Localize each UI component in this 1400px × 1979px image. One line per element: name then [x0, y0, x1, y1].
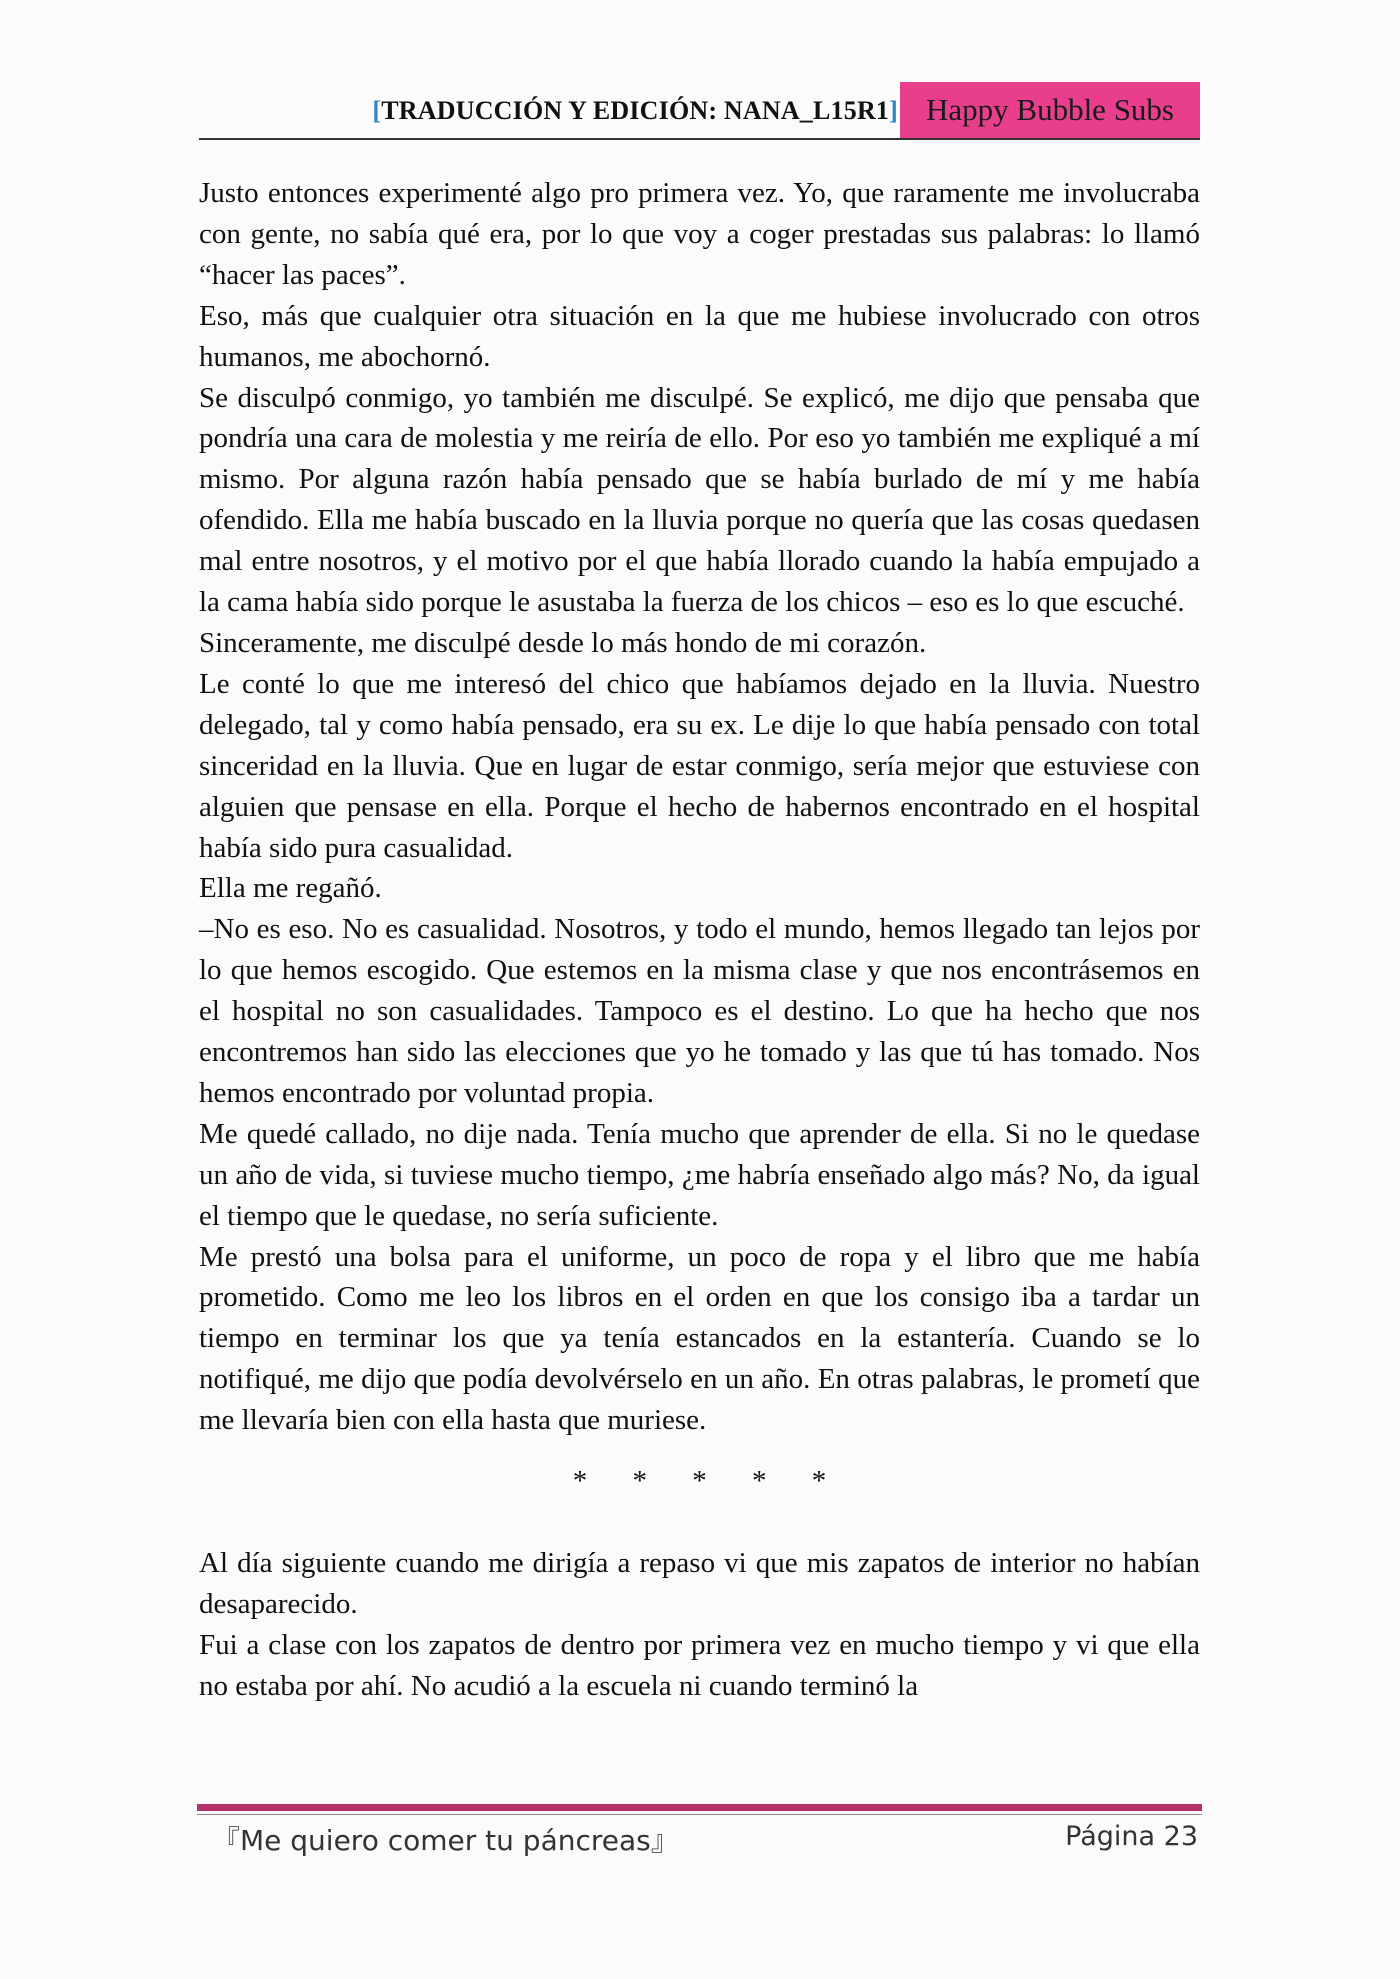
paragraph: Sinceramente, me disculpé desde lo más hondo de mi corazón.	[199, 626, 927, 659]
paragraph: Le conté lo que me interesó del chico que habíamos dejado en la lluvia. Nuestro delegado, tal y como había pensado, era su ex. Le dije lo que había pensado con total sinceridad en la lluvia. Que en lugar de estar conmigo, sería mejor que estuviese con alguien que pensase en ella. Porque el hecho de habernos encontrado en el hospital había sido pura casualidad.	[199, 667, 1200, 864]
footer-rule	[197, 1804, 1202, 1811]
footer-book-title: 『Me quiero comer tu páncreas』	[212, 1824, 679, 1857]
paragraph: Me prestó una bolsa para el uniforme, un poco de ropa y el libro que me había prometido. Como me leo los libros en el orden en que los consigo iba a tardar un tiempo en terminar los que ya tenía estancados en la estantería. Cuando se lo notifiqué, me dijo que podía devolvérselo en un año. En otras palabras, le prometí que me llevaría bien con ella hasta que muriese.	[199, 1240, 1200, 1437]
paragraph: Se disculpó conmigo, yo también me disculpé. Se explicó, me dijo que pensaba que pondría una cara de molestia y me reiría de ello. Por eso yo también me expliqué a mí mismo. Por alguna razón había pensado que se había burlado de mí y me había ofendido. Ella me había buscado en la lluvia porque no quería que las cosas quedasen mal entre nosotros, y el motivo por el que había llorado cuando la había empujado a la cama había sido porque le asustaba la fuerza de los chicos – eso es lo que escuché.	[199, 381, 1200, 619]
paragraph: Ella me regañó.	[199, 872, 382, 905]
credit-bracket-close: ]	[889, 96, 898, 125]
paragraph: Me quedé callado, no dije nada. Tenía mucho que aprender de ella. Si no le quedase un año de vida, si tuviese mucho tiempo, ¿me habría enseñado algo más? No, da igual el tiempo que le quedase, no sería suficiente.	[199, 1117, 1200, 1232]
group-badge: Happy Bubble Subs	[900, 82, 1200, 138]
page-header	[199, 82, 1200, 140]
credit-bracket-open: [	[372, 96, 382, 125]
paragraph: Fui a clase con los zapatos de dentro por primera vez en mucho tiempo y vi que ella no estaba por ahí. No acudió a la escuela ni cuando terminó la	[199, 1628, 1200, 1702]
credit-text: TRADUCCIÓN Y EDICIÓN: NANA_L15R1	[381, 96, 890, 125]
translation-credit	[372, 96, 898, 126]
paragraph: –No es eso. No es casualidad. Nosotros, y todo el mundo, hemos llegado tan lejos por lo que hemos escogido. Que estemos en la misma clase y que nos encontrásemos en el hospital no son casualidades. Tampoco es el destino. Lo que ha hecho que nos encontremos han sido las elecciones que yo he tomado y las que tú has tomado. Nos hemos encontrado por voluntad propia.	[199, 913, 1200, 1109]
footer-page-number: Página 23	[1065, 1821, 1198, 1852]
paragraph: Justo entonces experimenté algo pro primera vez. Yo, que raramente me involucraba con gente, no sabía qué era, por lo que voy a coger prestadas sus palabras: lo llamó “hacer las paces”.	[199, 177, 1200, 291]
scene-separator: * * * * *	[572, 1465, 827, 1498]
page-body	[199, 173, 1200, 1707]
paragraph: Eso, más que cualquier otra situación en la que me hubiese involucrado con otros humanos, me abochornó.	[199, 299, 1200, 373]
footer-rule-thin	[197, 1814, 1202, 1815]
paragraph: Al día siguiente cuando me dirigía a repaso vi que mis zapatos de interior no habían desaparecido.	[199, 1547, 1200, 1620]
